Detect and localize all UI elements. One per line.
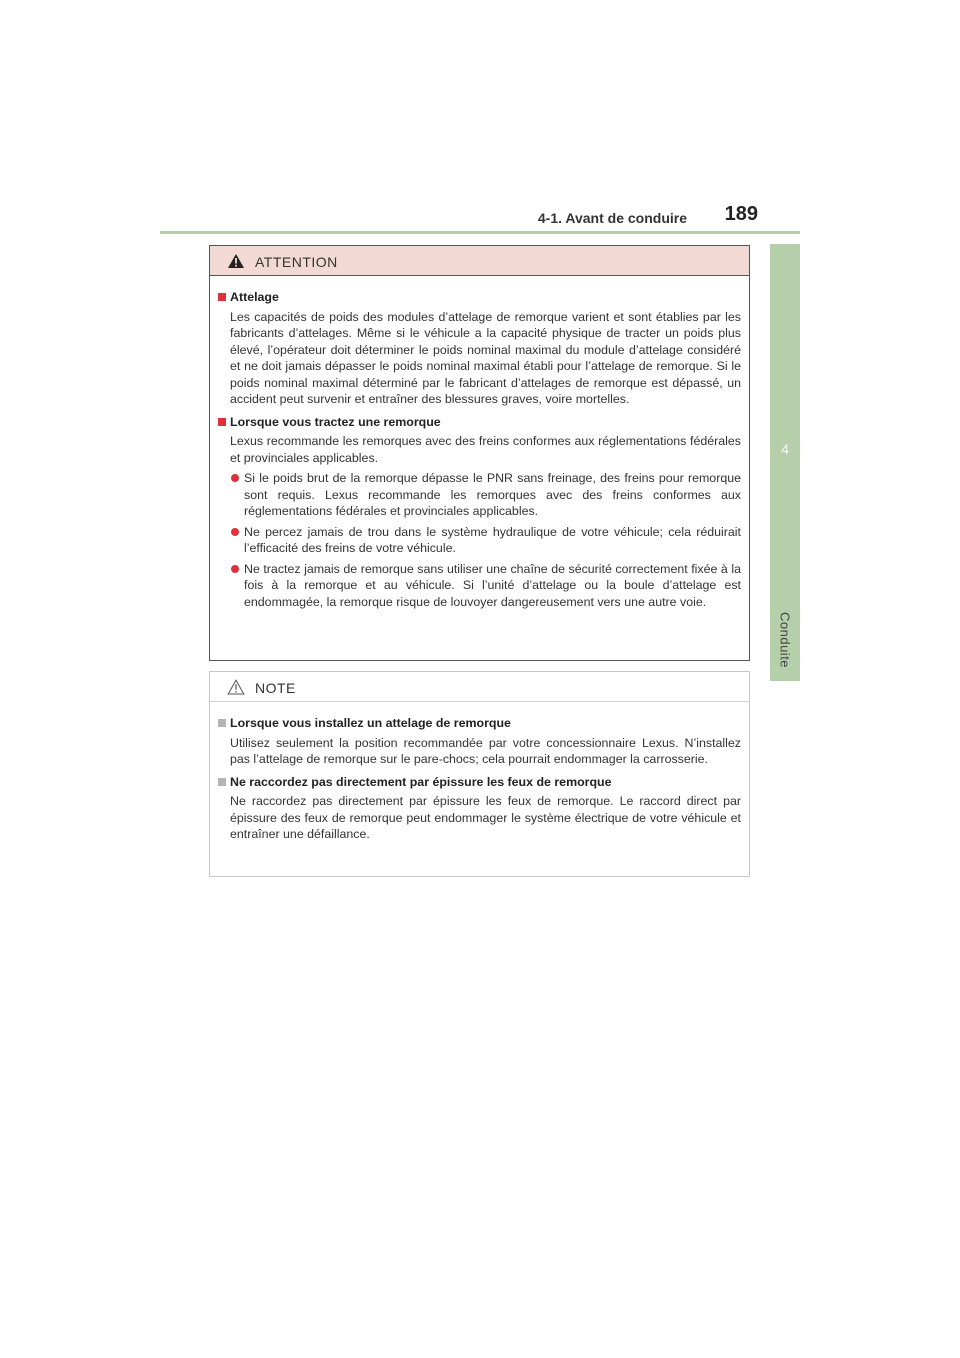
warning-triangle-icon [227,253,245,269]
chapter-number: 4 [781,441,789,457]
note-body [210,702,749,843]
list-item: Ne percez jamais de trou dans le système hydraulique de votre véhicule; cela réduirait l’efficacité des freins de votre véhicule. [218,524,741,557]
page-number: 189 [724,203,758,225]
section-text: Ne raccordez pas directement par épissure les feux de remorque. Le raccord direct par épissure des feux de remorque peut endommager le système électrique de votre véhicule et entraîner une défaillance. [230,794,741,841]
attention-body [210,276,749,610]
section-text: Les capacités de poids des modules d’attelage de remorque varient et sont établies par les fabricants d’attelages. Même si le véhicule a la capacité physique de tracter un poids plus élevé, l’opérateur doit déterminer le poids nominal maximal du module d’attelage considéré et ne doit jamais dépasser le poids nominal maximal établi pour l’attelage de remorque. Si le poids nominal maximal déterminé par le fabricant d’attelages de remorque est dépassé, un accident peut survenir et entraîner des blessures graves, voire mortelles. [230,309,741,406]
section-text: Lexus recommande les remorques avec des freins conformes aux réglementations fédérales et provinciales applicables. [230,434,741,465]
caution-triangle-icon [227,679,245,695]
list-item: Si le poids brut de la remorque dépasse le PNR sans freinage, des freins pour remorque sont requis. Lexus recommande les remorques avec des freins conformes aux réglementations fédérales et provinciales applicables. [218,470,741,520]
round-bullet-icon [231,528,239,536]
round-bullet-icon [231,565,239,573]
section-heading: Attelage [218,289,741,306]
section-heading: Lorsque vous tractez une remorque [218,414,741,431]
square-bullet-icon [218,418,226,426]
section-text: Utilisez seulement la position recommandée par votre concessionnaire Lexus. N’installez pas l’attelage de remorque sur le pare-chocs; cela pourrait endommager la carrosserie. [230,735,741,766]
note-title: NOTE [255,680,296,696]
note-box [209,671,750,877]
page-header [160,200,800,234]
section-heading: Ne raccordez pas directement par épissure les feux de remorque [218,774,741,791]
round-bullet-icon [231,474,239,482]
section-title: 4-1. Avant de conduire [537,210,687,226]
header-rule [160,231,800,234]
chapter-label: Conduite [777,612,793,669]
square-bullet-icon [218,778,226,786]
section-heading: Lorsque vous installez un attelage de remorque [218,715,741,732]
square-bullet-icon [218,293,226,301]
attention-header [210,246,749,276]
list-item: Ne tractez jamais de remorque sans utiliser une chaîne de sécurité correctement fixée à la fois à la remorque et au véhicule. Si l’unité d’attelage ou la boule d’attelage est endommagée, la remorque risque de louvoyer dangereusement vers une autre voie. [218,561,741,611]
note-header [210,672,749,702]
attention-title: ATTENTION [255,254,338,270]
square-bullet-icon [218,719,226,727]
attention-box [209,245,750,661]
